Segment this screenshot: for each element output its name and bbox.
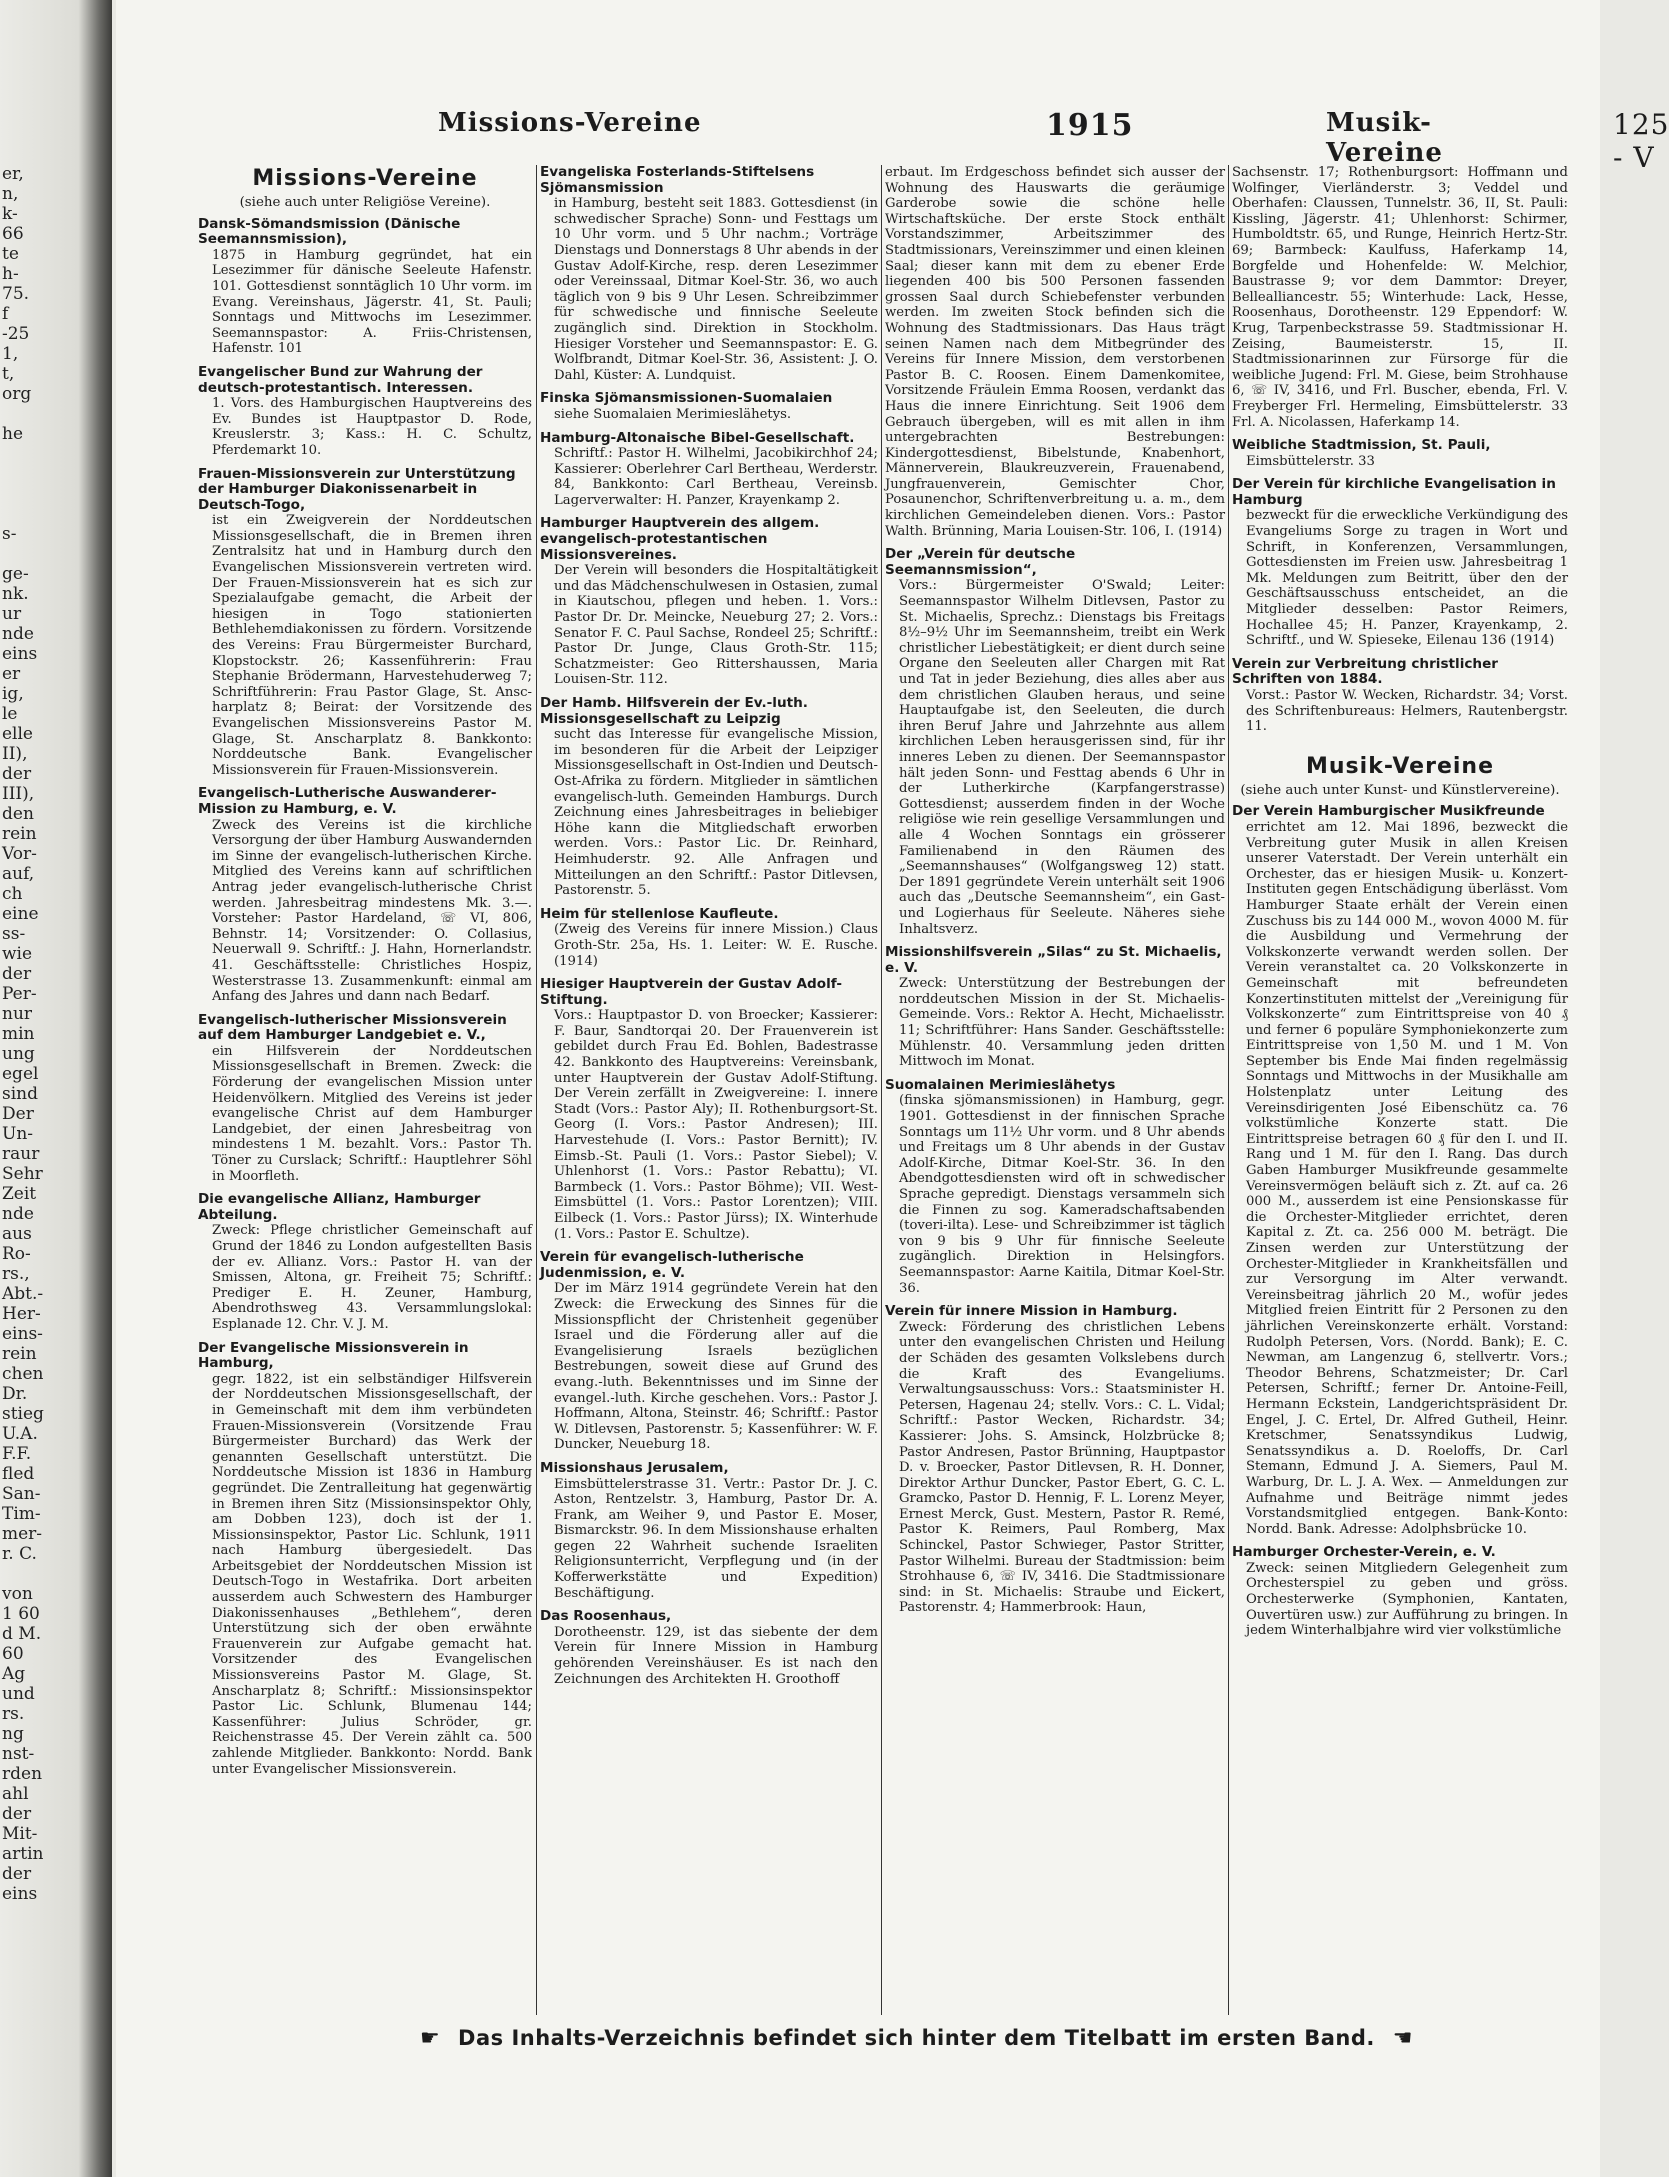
directory-entry: [1232, 1545, 1568, 1639]
entry-title: Verein für innere Mission in Hamburg.: [885, 1303, 1178, 1320]
bleed-fragment: h-: [2, 264, 19, 284]
entry-list: [540, 165, 878, 1687]
bleed-fragment: Dr.: [2, 1384, 28, 1404]
bleed-fragment: Per-: [2, 984, 37, 1004]
bleed-fragment: Tim-: [2, 1504, 41, 1524]
bleed-fragment: II),: [2, 744, 28, 764]
directory-entry: [1232, 438, 1568, 469]
bleed-fragment: [2, 460, 26, 480]
column-1: [198, 165, 532, 2020]
entry-title: Das Roosenhaus,: [540, 1608, 672, 1625]
bleed-fragment: nde: [2, 624, 34, 644]
bleed-fragment: ung: [2, 1044, 35, 1064]
entry-title: Verein zur Verbreitung christlicher Schriften von 1884.: [1232, 655, 1499, 688]
column-rule: [881, 165, 882, 2015]
directory-entry: [198, 786, 532, 1004]
entry-list: [1232, 438, 1568, 735]
entry-body: Eimsbüttelerstr. 33: [1246, 453, 1375, 469]
bleed-fragment: III),: [2, 784, 35, 804]
bleed-fragment: Her-: [2, 1304, 41, 1324]
bleed-fragment: he: [2, 424, 24, 444]
bleed-fragment: nst-: [2, 1744, 35, 1764]
entry-title: Hamburg-Altonaische Bibel-Gesellschaft.: [540, 429, 855, 446]
footer-note: [410, 2026, 1510, 2056]
bleed-fragment: rein: [2, 824, 37, 844]
previous-page-bleed: [0, 0, 112, 2177]
bleed-fragment: 60: [2, 1644, 24, 1664]
bleed-fragment: der: [2, 964, 32, 984]
entry-title: Missionshilfsverein „Silas“ zu St. Michaelis, e. V.: [885, 944, 1222, 976]
entry-title: Hamburger Orchester-Verein, e. V.: [1232, 1544, 1496, 1561]
entry-title: Heim für stellenlose Kaufleute.: [540, 905, 779, 922]
bleed-fragment: min: [2, 1024, 35, 1044]
bleed-fragment: eins: [2, 644, 38, 664]
bleed-fragment: der: [2, 1864, 32, 1884]
entry-body: Zweck: Förderung des christlichen Lebens unter den evangelischen Christen und Heilung der Schäden des gesamten Volkslebens durch die Kraft des Evangeliums. Verwaltungsausschuss: Vors.: Staatsminister H. Petersen, Hagenau 24; stellv. Vors.: C. L. Vidal; Schriftf.: Pastor Wecken, Richardstr. 34; Kassierer: Johs. S. Amsinck, Holzbrücke 8; Pastor Andresen, Pastor Brünning, Hauptpastor D. v. Broecker, Pastor Ditlevsen, R. H. Donner, Direktor Arthur Duncker, Pastor Ebert, G. C. L. Gramcko, Pastor D. Hennig, F. L. Lorenz Meyer, Ernest Merck, Gust. Mestern, Pastor R. Remé, Pastor K. Reimers, Paul Romberg, Max Schinckel, Pastor Schwieger, Pastor Stritter, Pastor Wilhelmi. Bureau der Stadtmission: beim Strohhause 6, ☏ IV, 3416. Die Stadtmissionare sind: in St. Michaelis: Straube und Eickert, Pastorenstr. 4; Hammerbrook: Haun,: [899, 1319, 1225, 1616]
directory-entry: [198, 217, 532, 357]
column-4: [1232, 165, 1568, 2020]
bleed-fragment: aus: [2, 1224, 32, 1244]
bleed-fragment: ur: [2, 604, 22, 624]
directory-entry: [540, 1609, 878, 1687]
running-header: [318, 108, 1669, 174]
entry-body: Zweck: Pflege christlicher Gemeinschaft auf Grund der 1846 zu London aufgestellten Basis der ev. Allianz. Vors.: Pastor H. van der Smissen, Altona, gr. Freiheit 75; Schriftf.: Prediger E. H. Zeuner, Hamburg, Abendrothsweg 43. Versammlungslokal: Esplanade 12. Chr. V. J. M.: [212, 1223, 532, 1332]
bleed-fragment: wie: [2, 944, 33, 964]
entry-title: Der Verein für kirchliche Evangelisation in Hamburg: [1232, 476, 1556, 508]
entry-body: siehe Suomalaien Merimieslähetys.: [554, 406, 792, 422]
entry-body: Zweck des Vereins ist die kirchliche Versorgung der über Hamburg Auswandernden im Sinne der evangelisch-lutherischen Kirche. Mitglied des Vereins kann auf schriftlichen Antrag jeder evangelisch-lutherische Christ werden. Jahresbeitrag mindestens Mk. 3.—. Vorsteher: Pastor Hardeland, ☏ VI, 806, Behnstr. 14; Vorsitzender: O. Collasius, Neuerwall 9. Schriftf.: J. Hahn, Hornerlandstr. 41. Geschäftsstelle: Christliches Hospiz, Westerstrasse 13. Zusammenkunft: einmal am Anfang des Jahres und dann nach Bedarf.: [212, 817, 532, 1005]
entry-body: errichtet am 12. Mai 1896, bezweckt die Verbreitung guter Musik in allen Kreisen unserer Vaterstadt. Der Verein unterhält ein Orchester, das er hiesigen Musik- u. Konzert-Instituten gegen Entschädigung überlässt. Vom Hamburger Staate erhält der Verein einen Zuschuss bis zu 144 000 M., wovon 4000 M. für die Ausbildung und Vermehrung der Volkskonzerte verwandt werden sollen. Der Verein veranstaltet ca. 20 Volkskonzerte in Gemeinschaft mit befreundeten Konzertinstituten mittelst der „Vereinigung für Volkskonzerte“ zum Eintrittspreise von 40 ₰ und ferner 6 populäre Symphoniekonzerte zum Eintrittspreise von 1,50 M. und 1 M. Von September bis Ende Mai finden regelmässig Sonntags und Mittwochs in der Musikhalle am Holstenplatz unter Leitung des Vereinsdirigenten José Eibenschütz ca. 76 volkstümliche Konzerte statt. Die Eintrittspreise betragen 60 ₰ für den I. und II. Rang und 1 M. für den I. Rang. Das durch Gaben Hamburger Musikfreunde gesammelte Vereinsvermögen beläuft sich z. Zt. auf ca. 26 000 M., ausserdem ist eine Pensionskasse für die Orchester-Mitglieder errichtet, deren Kapital z. Zt. ca. 256 000 M. beträgt. Die Zinsen werden zur Unterstützung der Orchester-Mitglieder in Krankheitsfällen und zur Versorgung im Alter verwandt. Vereinsbeitrag jährlich 20 M., wofür jedes Mitglied freien Eintritt für 2 Personen zu den jährlichen Vereinskonzerte erhält. Vorstand: Rudolph Petersen, Vors. (Nordd. Bank); E. C. Newman, am Langenzug 6, stellvertr. Vors.; Theodor Behrens, Schatzmeister; Dr. Carl Petersen, Schriftf.; ferner Dr. Antoine-Feill, Hermann Eckstein, Landgerichtspräsident Dr. Engel, J. C. Ertel, Dr. Alfred Gutheil, Heinr. Kretschmer, Senatssyndikus Ludwig, Senatssyndikus a. D. Roeloffs, Dr. Carl Stemann, Edmund J. A. Siemers, Paul M. Warburg, Dr. L. J. A. Wex. — Anmeldungen zur Aufnahme und Beiträge nimmt jedes Vorstandsmitglied entgegen. Bank-Konto: Nordd. Bank. Adresse: Adolphsbrücke 10.: [1246, 819, 1568, 1537]
bleed-fragment: egel: [2, 1064, 39, 1084]
entry-list: [1232, 804, 1568, 1638]
entry-title: Der „Verein für deutsche Seemannsmission“,: [885, 546, 1076, 578]
entry-body: ist ein Zweigverein der Norddeutschen Missionsgesellschaft, die in Bremen ihren Zentralsitz hat und in Hamburg durch den Evangelischen Missionsverein vertreten wird. Der Frauen-Missionsverein hat es sich zur Spezialaufgabe gemacht, die Arbeit der hiesigen in Togo stationierten Bethlehemdiakonissen zu fördern. Vorsitzende des Vereins: Frau Bürgermeister Burchard, Klopstockstr. 26; Kassenführerin: Frau Stephanie Brödermann, Harvestehuderweg 7; Schriftführerin: Frau Pastor Glage, St. Anscharplatz 8; Beirat: der Vorsitzende des Evangelischen Missionsvereins Pastor M. Glage, St. Anscharplatz 8. Bankkonto: Norddeutsche Bank. Evangelischer Missionsverein für Frauen-Missionsverein.: [212, 513, 532, 778]
entry-body: Vors.: Hauptpastor D. von Broecker; Kassierer: F. Baur, Sandtorqai 20. Der Frauenverein ist gebildet durch Frau Ed. Bohlen, Badestrasse 42. Bankkonto des Hauptvereins: Vereinsbank, unter Hauptverein der Gustav Adolf-Stiftung. Der Verein zerfällt in Zweigvereine: I. innere Stadt (Vors.: Pastor Aly); II. Rothenburgsort-St. Georg (I. Vors.: Pastor Andresen); III. Harvestehude (I. Vors.: Pastor Bernitt); IV. Eimsb.-St. Pauli (1. Vors.: Pastor Siebel); V. Uhlenhorst (1. Vors.: Pastor Rebattu); VI. Barmbeck (1. Vors.: Pastor Böhme); VII. West-Eimsbüttel (1. Vors.: Pastor Lorentzen); VIII. Eilbeck (1. Vors.: Pastor Jürss); IX. Winterhude (1. Vors.: Pastor E. Schultze).: [554, 1008, 878, 1242]
bleed-fragment: org: [2, 384, 32, 404]
bleed-fragment: der: [2, 1804, 32, 1824]
directory-entry: [198, 365, 532, 459]
bleed-fragment: rs.: [2, 1704, 25, 1724]
bleed-fragment: stieg: [2, 1404, 44, 1424]
bleed-fragment: le: [2, 704, 18, 724]
section-title-music: Musik-Vereine: [1306, 753, 1494, 779]
bleed-fragment: eins-: [2, 1324, 43, 1344]
entry-title: Hamburger Hauptverein des allgem. evangelisch-protestantischen Missionsvereines.: [540, 515, 820, 563]
entry-body: (Zweig des Vereins für innere Mission.) Claus Groth-Str. 25a, Hs. 1. Leiter: W. E. Rusche. (1914): [554, 922, 878, 969]
entry-body: in Hamburg, besteht seit 1883. Gottesdienst (in schwedischer Sprache) Sonn- und Festtags um 10 Uhr vorm. und 5 Uhr nachm.; Vorträge Dienstags und Donnerstags 8 Uhr abends in der Gustav Adolf-Kirche, resp. deren Lesezimmer oder Vereinssaal, Ditmar Koel-Str. 36, wo auch täglich von 9 bis 9 Uhr Lesen. Schreibzimmer für schwedische und finnische Seeleute zugänglich sind. Direktion in Stockholm. Hiesiger Vorsteher und Seemannspastor: E. G. Wolfbrandt, Ditmar Koel-Str. 36, Assistent: J. O. Dahl, Küster: A. Lundquist.: [554, 196, 878, 383]
column-2: [540, 165, 878, 2020]
entry-body: Schriftf.: Pastor H. Wilhelmi, Jacobikirchhof 24; Kassierer: Oberlehrer Carl Bertheau, Werderstr. 84, Bankkonto: Carl Bertheau, Vereinsb. Lagerverwalter: H. Panzer, Krayenkamp 2.: [554, 446, 878, 508]
bleed-fragment: F.F.: [2, 1444, 32, 1464]
entry-title: Evangeliska Fosterlands-Stiftelsens Sjömansmission: [540, 164, 815, 196]
entry-title: Der Verein Hamburgischer Musikfreunde: [1232, 803, 1545, 820]
bleed-fragment: ng: [2, 1724, 24, 1744]
directory-entry: [885, 1304, 1225, 1616]
bleed-fragment: artin: [2, 1844, 44, 1864]
entry-body: ein Hilfsverein der Norddeutschen Missionsgesellschaft in Bremen. Zweck: die Förderung der evangelischen Mission unter Heidenvölkern. Mitglied des Vereins ist jeder evangelische Christ auf dem Hamburger Landgebiet, der einen Jahresbeitrag von mindestens 1 M. bezahlt. Vors.: Pastor Th. Töner zu Curslack; Schriftf.: Hauptlehrer Söhl in Moorfleth.: [212, 1043, 532, 1184]
directory-entry: [540, 165, 878, 383]
bleed-fragment: 66: [2, 224, 24, 244]
column-rule: [1228, 165, 1229, 2015]
bleed-fragment: Un-: [2, 1124, 34, 1144]
bleed-fragment: te: [2, 244, 19, 264]
header-year: 1915: [1046, 108, 1134, 143]
bleed-fragment: mer-: [2, 1524, 43, 1544]
bleed-fragment: eins: [2, 1884, 38, 1904]
directory-entry: [1232, 657, 1568, 735]
bleed-fragment: Vor-: [2, 844, 37, 864]
bleed-fragment: k-: [2, 204, 18, 224]
entry-body: 1875 in Hamburg gegründet, hat ein Lesezimmer für dänische Seeleute Hafenstr. 101. Gottesdienst sonntäglich 10 Uhr vorm. im Evang. Vereinshaus, Jägerstr. 41, St. Pauli; Sonntags und Mittwochs im Lesezimmer. Seemannspastor: A. Friis-Christensen, Hafenstr. 101: [212, 247, 532, 357]
directory-entry: [198, 1013, 532, 1185]
directory-entry: [198, 1341, 532, 1778]
entry-title: Suomalainen Merimieslähetys: [885, 1076, 1116, 1093]
bleed-fragment: elle: [2, 724, 33, 744]
entry-title: Dansk-Sömandsmission (Dänische Seemannsmission),: [198, 215, 461, 248]
section-title-missions: Missions-Vereine: [252, 166, 478, 191]
pointing-hand-icon: ☛: [420, 2026, 441, 2051]
entry-title: Weibliche Stadtmission, St. Pauli,: [1232, 437, 1491, 454]
pointing-hand-icon: ☚: [1392, 2026, 1413, 2051]
entry-title: Evangelisch-lutherischer Missionsverein auf dem Hamburger Landgebiet e. V.,: [198, 1011, 507, 1044]
bleed-fragment: eine: [2, 904, 39, 924]
entry-title: Der Hamb. Hilfsverein der Ev.-luth. Missionsgesellschaft zu Leipzig: [540, 695, 808, 727]
bleed-fragment: 1 60: [2, 1604, 40, 1624]
entry-body: Eimsbüttelerstrasse 31. Vertr.: Pastor Dr. J. C. Aston, Rentzelstr. 3, Hamburg, Pastor Dr. A. Frank, am Weiher 9, und Pastor E. Moser, Bismarckstr. 96. In dem Missionshause erhalten gegen 22 Wahrheit suchende Israeliten Religionsunterricht, Verpflegung und (in der Kofferwerkstätte und Expedition) Beschäftigung.: [554, 1476, 878, 1601]
header-right-title: Musik-Vereine: [1326, 108, 1443, 168]
entry-body: bezweckt für die erweckliche Verkündigung des Evangeliums Sorge zu tragen in Wort und Schrift, in Konferenzen, Versammlungen, Gottesdiensten im Freien usw. Jahresbeitrag 1 Mk. Meldungen zum Beitritt, über den der Geschäftsausschuss entscheidet, an die Mitglieder desselben: Pastor Reimers, Hochallee 45; H. Panzer, Krayenkamp, 2. Schriftf., und W. Spieseke, Eilenau 136 (1914): [1246, 508, 1568, 649]
entry-list: [885, 547, 1225, 1616]
bleed-fragment: -25: [2, 324, 30, 344]
entry-body: Zweck: Unterstützung der Bestrebungen der norddeutschen Mission in der St. Michaelis-Gemeinde. Vors.: Rektor A. Hecht, Michaelisstr. 11; Schriftführer: Hans Sander. Geschäftsstelle: Mühlenstr. 40. Versammlung jeden dritten Mittwoch im Monat.: [899, 976, 1225, 1070]
bleed-fragment: nk.: [2, 584, 29, 604]
bleed-fragment: San-: [2, 1484, 41, 1504]
bleed-fragment: [2, 480, 26, 500]
bleed-fragment: den: [2, 804, 34, 824]
directory-entry: [540, 696, 878, 899]
bleed-fragment: nde: [2, 1204, 34, 1224]
entry-title: Der Evangelische Missionsverein in Hamburg,: [198, 1339, 469, 1372]
bleed-fragment: raur: [2, 1144, 40, 1164]
entry-title: Die evangelische Allianz, Hamburger Abteilung.: [198, 1191, 481, 1223]
bleed-fragment: [2, 500, 26, 520]
bleed-fragment: s-: [2, 524, 17, 544]
bleed-fragment: Mit-: [2, 1824, 38, 1844]
bleed-fragment: ch: [2, 884, 23, 904]
section-subtitle-missions: (siehe auch unter Religiöse Vereine).: [239, 195, 491, 210]
bleed-fragment: er,: [2, 164, 24, 184]
directory-entry: [540, 1461, 878, 1601]
directory-entry: [885, 1078, 1225, 1296]
bleed-fragment: rein: [2, 1344, 37, 1364]
entry-body: Vors.: Bürgermeister O'Swald; Leiter: Seemannspastor Wilhelm Ditlevsen, Pastor zu St. Michaelis, Sprechz.: Dienstags bis Freitags 8½–9½ Uhr im Seemannsheim, treibt ein Werk christlicher Liebestätigkeit; er dient durch seine Organe den Seeleuten aller Chargen mit Rat und Tat in jeder Beziehung, dies alles aber aus dem christlichen Glauben heraus, und seine Hauptaufgabe ist, den Seeleuten, die durch ihren Beruf Jahre und Jahrzehnte aus allem kirchlichen Leben herausgerissen sind, für ihr inneres Leben zu dienen. Der Seemannspastor hält jeden Sonn- und Festtag abends 6 Uhr in der Lutherkirche (Karpfangerstrasse) Gottesdienst; ausserdem finden in der Woche religiöse wie rein gesellige Versammlungen und alle 4 Wochen Sonntags ein grösserer Familienabend in den Räumen des „Seemannshauses“ (Wolfgangsweg 12) statt. Der 1891 gegründete Verein unterhält seit 1906 auch das „Deutsche Seemannsheim“, ein Gast- und Logierhaus für Seeleute. Näheres siehe Inhaltsverz.: [899, 578, 1225, 937]
bleed-fragment: von: [2, 1584, 33, 1604]
bleed-fragment: auf,: [2, 864, 35, 884]
entry-body: 1. Vors. des Hamburgischen Hauptvereins des Ev. Bundes ist Hauptpastor D. Rode, Kreuslerstr. 3; Kass.: H. C. Schultz, Pferdemarkt 10.: [212, 396, 532, 458]
bleed-fragment: nur: [2, 1004, 33, 1024]
bleed-fragment: sind: [2, 1084, 38, 1104]
column-3: [885, 165, 1225, 2020]
bleed-fragment: Abt.-: [2, 1284, 44, 1304]
entry-title: Evangelisch-Lutherische Auswanderer-Mission zu Hamburg, e. V.: [198, 785, 497, 817]
continued-text: Sachsenstr. 17; Rothenburgsort: Hoffmann und Wolfinger, Vierländerstr. 3; Veddel und Oberhafen: Claussen, Tunnelstr. 36, II, St. Pauli: Kissling, Jägerstr. 41; Uhlenhorst: Schirmer, Humboldtstr. 65, und Runge, Heinrich Hertz-Str. 69; Barmbeck: Kaulfuss, Haferkamp 14, Borgfelde und Hohenfelde: W. Melchior, Baustrasse 9; vor dem Dammtor: Dreyer, Bellealliancestr. 55; Winterhude: Lack, Hesse, Roosenhaus, Dorotheenstr. 129 Eppendorf: W. Krug, Tarpenbeckstrasse 59. Stadtmissionar H. Zeising, Baumeisterstr. 15, II. Stadtmissionarinnen zur Fürsorge für die weibliche Jugend: Frl. M. Giese, beim Strohhause 6, ☏ IV, 3416, und Frl. Buscher, ebenda, Frl. V. Freyberger Frl. Hermeling, Eimsbüttelerstr. 33 Frl. A. Nicolassen, Haferkamp 14.: [1232, 165, 1568, 430]
bleed-fragment: fled: [2, 1464, 35, 1484]
entry-body: Der im März 1914 gegründete Verein hat den Zweck: die Erweckung des Sinnes für die Missionspflicht der Christenheit gegenüber Israel und die Förderung aller auf die Evangelisierung Israels bezüglichen Bestrebungen, soweit diese auf Grund des evang.-luth. Bekenntnisses und im Sinne der evangel.-luth. Kirche geschehen. Vors.: Pastor J. Hoffmann, Altona, Steinstr. 46; Schriftf.: Pastor W. Ditlevsen, Pastorenstr. 5; Kassenführer: W. F. Duncker, Neueburg 18.: [554, 1281, 878, 1453]
bleed-fragment: 75.: [2, 284, 30, 304]
directory-entry: [540, 977, 878, 1242]
directory-entry: [540, 1250, 878, 1453]
bleed-fragment: ge-: [2, 564, 29, 584]
bleed-fragment: d M.: [2, 1624, 42, 1644]
entry-title: Finska Sjömansmissionen-Suomalaien: [540, 390, 833, 407]
directory-entry: [1232, 477, 1568, 649]
directory-entry: [540, 907, 878, 969]
bleed-fragment: rs.,: [2, 1264, 30, 1284]
directory-entry: [540, 391, 878, 422]
directory-entry: [198, 1192, 532, 1332]
bleed-fragment: Ro-: [2, 1244, 31, 1264]
section-subtitle-music: (siehe auch unter Kunst- und Künstlervereine).: [1240, 782, 1560, 798]
bleed-fragment: r. C.: [2, 1544, 37, 1564]
entry-body: Zweck: seinen Mitgliedern Gelegenheit zum Orchesterspiel zu geben und gröss. Orchesterwerke (Symphonien, Kantaten, Ouvertüren usw.) zur Aufführung zu bringen. In jedem Winterhalbjahre wird vier volkstümliche: [1246, 1560, 1568, 1639]
bleed-fragment: ahl: [2, 1784, 29, 1804]
directory-entry: [198, 467, 532, 779]
bleed-fragment: Der: [2, 1104, 34, 1124]
bleed-fragment: Sehr: [2, 1164, 43, 1184]
bleed-fragment: Zeit: [2, 1184, 37, 1204]
header-left-title: Missions-Vereine: [438, 108, 702, 138]
entry-body: Der Verein will besonders die Hospitaltätigkeit und das Mädchenschulwesen in Ostasien, zumal in Kiautschou, pflegen und heben. 1. Vors.: Pastor Dr. Dr. Meincke, Neueburg 27; 2. Vors.: Senator F. C. Paul Sachse, Rondeel 25; Schriftf.: Pastor Dr. Junge, Claus Groth-Str. 115; Schatzmeister: Geo Rittershaussen, Maria Louisen-Str. 112.: [554, 563, 878, 688]
directory-entry: [885, 945, 1225, 1070]
entry-title: Verein für evangelisch-lutherische Judenmission, e. V.: [540, 1249, 804, 1281]
bleed-fragment: und: [2, 1684, 35, 1704]
bleed-fragment: ig,: [2, 684, 24, 704]
entry-list: [198, 217, 532, 1778]
bleed-fragments: [2, 160, 44, 1904]
entry-body: sucht das Interesse für evangelische Mission, im besonderen für die Arbeit der Leipziger Missionsgesellschaft in Ost-Indien und Deutsch-Ost-Afrika zu fördern. Mitglieder in sämtlichen evangelisch-luth. Gemeinden Hamburgs. Durch Zeichnung eines Jahresbeitrages in beliebiger Höhe kann die Mitgliedschaft erworben werden. Vors.: Pastor Lic. Dr. Reinhard, Heimhuderstr. 92. Alle Anfragen und Mitteilungen an den Schriftf.: Pastor Ditlevsen, Pastorenstr. 5.: [554, 727, 878, 899]
page-number: 125 - V: [1613, 108, 1669, 174]
bleed-fragment: f: [2, 304, 9, 324]
directory-entry: [885, 547, 1225, 937]
directory-entry: [540, 516, 878, 688]
bleed-fragment: er: [2, 664, 21, 684]
entry-title: Frauen-Missionsverein zur Unterstützung der Hamburger Diakonissenarbeit in Deutsch-Togo,: [198, 465, 516, 513]
footer-text: Das Inhalts-Verzeichnis befindet sich hinter dem Titelbatt im ersten Band.: [458, 2026, 1375, 2050]
bleed-fragment: ss-: [2, 924, 26, 944]
bleed-fragment: t,: [2, 364, 15, 384]
column-rule: [536, 165, 537, 2015]
entry-body: Dorotheenstr. 129, ist das siebente der dem Verein für Innere Mission in Hamburg gehörenden Vereinshäuser. Es ist nach den Zeichnungen des Architekten H. Groothoff: [554, 1624, 878, 1687]
bleed-fragment: rden: [2, 1764, 43, 1784]
bleed-fragment: n,: [2, 184, 19, 204]
entry-body: (finska sjömansmissionen) in Hamburg, gegr. 1901. Gottesdienst in der finnischen Sprache Sonntags um 11½ Uhr vorm. und 8 Uhr abends und Freitags um 8 Uhr abends in der Gustav Adolf-Kirche, Ditmar Koel-Str. 36. In den Abendgottesdiensten wird oft in schwedischer Sprache gepredigt. Dienstags versammeln sich die Finnen zu sog. Kameradschaftsabenden (toveri-ilta). Lese- und Schreibzimmer ist täglich von 9 bis 9 Uhr für finnische Seeleute zugänglich. Direktion in Helsingfors. Seemannspastor: Aarne Kaitila, Ditmar Koel-Str. 36.: [899, 1093, 1225, 1296]
bleed-fragment: 1,: [2, 344, 19, 364]
entry-body: gegr. 1822, ist ein selbständiger Hilfsverein der Norddeutschen Missionsgesellschaft, der in Gemeinschaft mit dem ihm verbündeten Frauen-Missionsverein (Vorsitzende Frau Bürgermeister Burchard) das Werk der genannten Gesellschaft unterstützt. Die Norddeutsche Mission ist 1836 in Hamburg gegründet. Die Zentralleitung hat gegenwärtig in Bremen ihren Sitz (Missionsinspektor Ohly, am Dobben 123), doch ist der 1. Missionsinspektor, Pastor Lic. Schlunk, 1911 nach Hamburg übergesiedelt. Das Arbeitsgebiet der Norddeutschen Mission ist Deutsch-Togo in Westafrika. Dort arbeiten ausserdem auch Schwestern des Hamburger Diakonissenhauses „Bethlehem“, deren Unterstützung sich der oben erwähnte Frauenverein zur Aufgabe gemacht hat. Vorsitzender des Evangelischen Missionsvereins Pastor M. Glage, St. Anscharplatz 8; Schriftf.: Missionsinspektor Pastor Lic. Schlunk, Blumenau 144; Kassenführer: Julius Schröder, gr. Reichenstrasse 45. Der Verein zählt ca. 500 zahlende Mitglieder. Bankkonto: Nordd. Bank unter Evangelischer Missionsverein.: [212, 1371, 532, 1777]
bleed-fragment: chen: [2, 1364, 44, 1384]
entry-title: Hiesiger Hauptverein der Gustav Adolf-Stiftung.: [540, 976, 843, 1008]
bleed-fragment: Ag: [2, 1664, 26, 1684]
entry-title: Evangelischer Bund zur Wahrung der deutsch-protestantisch. Interessen.: [198, 363, 483, 396]
bleed-fragment: U.A.: [2, 1424, 38, 1444]
directory-entry: [540, 431, 878, 509]
continued-text: erbaut. Im Erdgeschoss befindet sich ausser der Wohnung des Hauswarts die geräumige Garderobe sowie die schöne helle Wirtschaftsküche. Der erste Stock enthält Vorstandszimmer, Arbeitszimmer des Stadtmissionars, Vereinszimmer und einen kleinen Saal; dieser kann mit dem zu ebener Erde liegenden 400 bis 500 Personen fassenden grossen Saal durch Schiebefenster verbunden werden. Im zweiten Stock befinden sich die Wohnung des Stadtmissionars. Das Haus trägt seinen Namen nach dem Mitbegründer des Vereins für Innere Mission, dem verstorbenen Pastor B. C. Roosen. Einem Damenkomitee, Vorsitzende Fräulein Emma Roosen, verdankt das Haus die innere Einrichtung. Seit 1906 dem Gebrauch übergeben, will es mit allen in ihm untergebrachten Bestrebungen: Kindergottesdienst, Bibelstunde, Knabenhort, Männerverein, Blaukreuzverein, Frauenabend, Jungfrauenverein, Gemischter Chor, Posaunenchor, Schriftenverbreitung u. a. m., dem kirchlichen Gemeindeleben dienen. Vors.: Pastor Walth. Brünning, Maria Louisen-Str. 106, I. (1914): [885, 165, 1225, 539]
directory-entry: [1232, 804, 1568, 1537]
entry-body: Vorst.: Pastor W. Wecken, Richardstr. 34; Vorst. des Schriftenbureaus: Helmers, Rautenbergstr. 11.: [1246, 688, 1568, 735]
bleed-fragment: der: [2, 764, 32, 784]
entry-title: Missionshaus Jerusalem,: [540, 1459, 729, 1476]
